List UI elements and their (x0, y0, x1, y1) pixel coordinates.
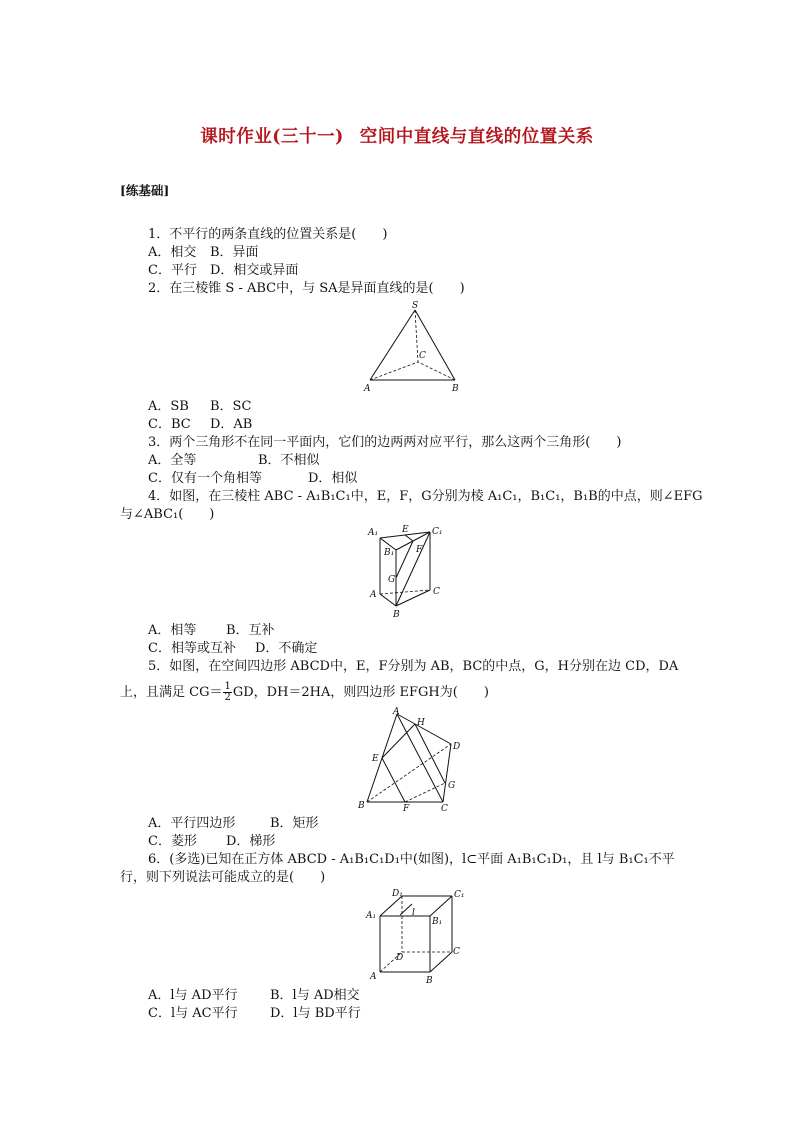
q2-stem: 2．在三棱锥 S - ABC中，与 SA是异面直线的是( ) (148, 281, 465, 296)
q1-option-c: C．平行 (148, 263, 197, 278)
q2-option-d: D．AB (210, 417, 253, 432)
label-a: A (393, 707, 400, 717)
q4-option-a: A．相等 (148, 623, 197, 638)
label-c1: C₁ (454, 890, 465, 900)
q6-options-row2 (148, 1005, 361, 1023)
q5-options-row2 (148, 833, 275, 851)
edge-sa (370, 310, 415, 380)
label-g: G (388, 575, 396, 585)
edge-b1c1 (430, 896, 452, 916)
q5-stem-line1: 5．如图，在空间四边形 ABCD中，E，F分别为 AB，BC的中点，G，H分别在边 CD，DA (148, 659, 679, 674)
tetrahedron-figure (360, 300, 470, 396)
label-c: C (433, 587, 440, 597)
edge-a1d1 (380, 896, 402, 916)
label-d: D (453, 742, 461, 752)
q4-options-row2 (148, 640, 317, 658)
q4-options-row1 (148, 622, 275, 640)
q6-stem-line2: 行，则下列说法可能成立的是( ) (120, 870, 326, 885)
q1-options-row2 (148, 262, 298, 280)
q5-option-b: B．矩形 (270, 816, 319, 831)
fraction-numerator: 1 (224, 681, 231, 692)
q3-option-c: C．仅有一个角相等 (148, 471, 262, 486)
cube-figure (360, 888, 465, 988)
segment-eh (382, 724, 415, 758)
label-c1: C₁ (432, 527, 443, 537)
q3-options-row1 (148, 452, 320, 470)
q3-stem: 3．两个三角形不在同一平面内，它们的边两两对应平行，那么这两个三角形( ) (148, 435, 622, 450)
q1-option-a: A．相交 (148, 245, 197, 260)
label-b1: B₁ (384, 548, 395, 558)
q6-option-c: C．l与 AC平行 (148, 1006, 238, 1021)
q1-options-row1 (148, 244, 259, 262)
q5-stem-line2 (120, 682, 489, 703)
label-b: B (393, 610, 400, 620)
q5-option-c: C．菱形 (148, 834, 197, 849)
line-l (400, 904, 412, 915)
label-a: A (370, 972, 377, 982)
edge-ab (380, 594, 396, 606)
label-b1: B₁ (432, 917, 443, 927)
q2-option-a: A．SB (148, 399, 189, 414)
page-title (0, 123, 794, 148)
label-h: H (417, 718, 425, 728)
label-f: F (403, 804, 410, 814)
label-a1: A₁ (368, 528, 379, 538)
q6-option-b: B．l与 AD相交 (270, 988, 360, 1003)
label-d: D (396, 953, 404, 963)
q5-stem-part1: 上，且满足 CG＝ (120, 685, 223, 700)
q6-stem-line1: 6．(多选)已知在正方体 ABCD - A₁B₁C₁D₁中(如图)，l⊂平面 A₁B₁C₁D₁，且 l与 B₁C₁不平 (148, 852, 675, 867)
label-s: S (412, 301, 419, 311)
q3-option-d: D．相似 (308, 471, 358, 486)
q1-stem: 1．不平行的两条直线的位置关系是( ) (148, 227, 388, 242)
segment-ef (405, 535, 413, 541)
label-f: F (416, 545, 423, 555)
label-l: l (412, 908, 415, 918)
fraction-denominator: 2 (224, 692, 231, 703)
q4-stem-line2: 与∠ABC₁( ) (120, 507, 215, 522)
q4-option-b: B．互补 (226, 623, 275, 638)
label-c: C (419, 351, 426, 361)
q6-option-a: A．l与 AD平行 (148, 988, 238, 1003)
quadrilateral-figure (355, 706, 465, 814)
q5-options-row1 (148, 815, 319, 833)
q4-stem-line1: 4．如图，在三棱柱 ABC - A₁B₁C₁中，E，F，G分别为棱 A₁C₁，B₁C₁，B₁B的中点，则∠EFG (148, 489, 703, 504)
edge-bc (430, 952, 452, 972)
title-main: 课时作业(三十一) (200, 127, 344, 147)
title-sub: 空间中直线与直线的位置关系 (359, 127, 594, 147)
fraction-one-half (223, 682, 231, 703)
label-b: B (358, 801, 365, 811)
label-d1: D₁ (392, 889, 403, 899)
q3-options-row2 (148, 470, 357, 488)
q2-option-c: C．BC (148, 417, 191, 432)
q4-option-c: C．相等或互补 (148, 641, 236, 656)
label-g: G (448, 781, 456, 791)
q1-option-b: B．异面 (210, 245, 259, 260)
q1-option-d: D．相交或异面 (210, 263, 299, 278)
q4-option-d: D．不确定 (255, 641, 318, 656)
q6-options-row1 (148, 987, 360, 1005)
label-b: B (426, 976, 433, 986)
label-b: B (452, 384, 459, 394)
edge-cd (443, 744, 451, 802)
segment-ef (382, 758, 405, 802)
label-a: A (364, 384, 371, 394)
edge-sb (415, 310, 455, 380)
q2-options-row2 (148, 416, 252, 434)
q5-stem-part2: GD，DH＝2HA，则四边形 EFGH为( ) (232, 685, 489, 700)
q6-option-d: D．l与 BD平行 (270, 1006, 361, 1021)
edge-sc (415, 310, 418, 362)
q3-option-b: B．不相似 (258, 453, 320, 468)
q3-option-a: A．全等 (148, 453, 197, 468)
q5-option-a: A．平行四边形 (148, 816, 236, 831)
label-c: C (453, 947, 460, 957)
q5-option-d: D．梯形 (226, 834, 276, 849)
segment-fg (405, 783, 445, 802)
segment-fg (396, 541, 413, 578)
section-heading: [练基础] (120, 183, 170, 198)
label-e: E (402, 525, 409, 535)
q2-options-row1 (148, 398, 251, 416)
edge-ac (370, 362, 418, 380)
q2-option-b: B．SC (210, 399, 252, 414)
segment-bc1 (396, 532, 430, 606)
label-c: C (441, 804, 448, 814)
label-a1: A₁ (366, 911, 377, 921)
prism-figure (360, 524, 460, 624)
label-a: A (370, 590, 377, 600)
label-e: E (372, 754, 379, 764)
